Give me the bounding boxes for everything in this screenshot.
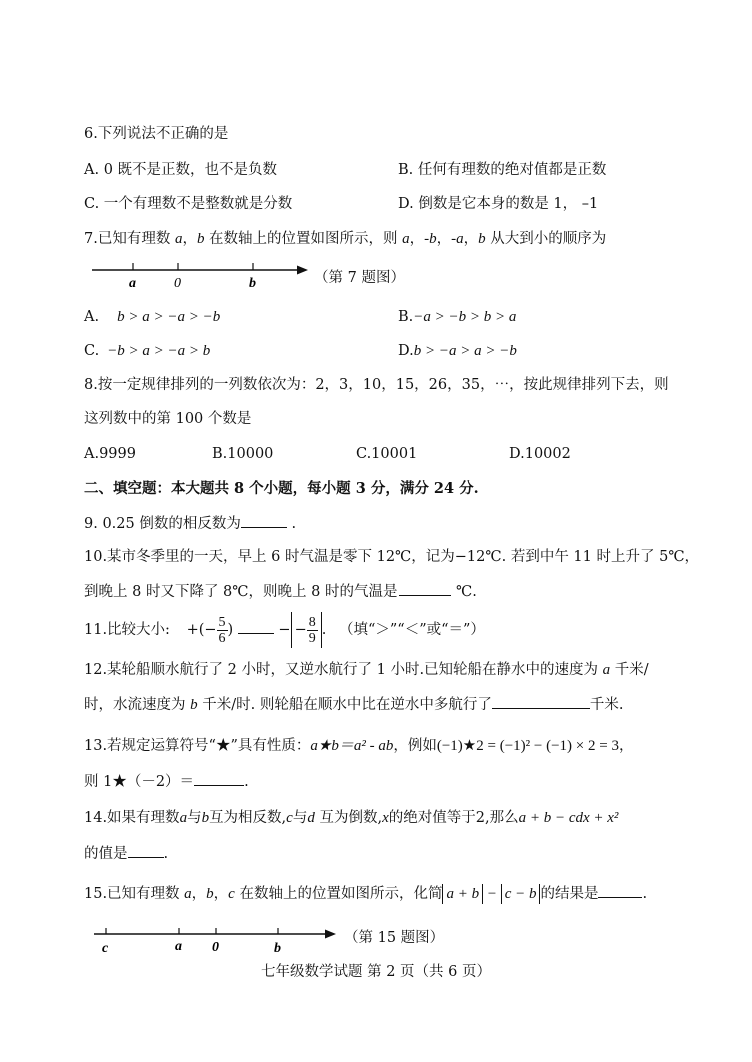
q15-label-c: c bbox=[102, 941, 109, 956]
page-footer: 七年级数学试题 第 2 页（共 6 页） bbox=[261, 964, 491, 980]
q8-option-c: C.10001 bbox=[356, 446, 418, 462]
q15-label-a: a bbox=[175, 939, 182, 954]
q15-number-line bbox=[90, 926, 346, 960]
q7-option-c: C. −b > a > −a > b bbox=[84, 343, 211, 359]
q9: 9. 0.25 倒数的相反数为 . bbox=[84, 513, 296, 534]
q9-answer-blank[interactable] bbox=[241, 513, 287, 528]
q11-fraction-5-6: $\frac{5}{6}$ bbox=[218, 614, 226, 646]
q13-line2: 则 1★（－2）＝ . bbox=[84, 771, 249, 792]
q15-axis-arrow bbox=[325, 930, 336, 939]
q6-option-d: D. 倒数是它本身的数是 1， –1 bbox=[398, 196, 599, 212]
q12-answer-blank[interactable] bbox=[492, 694, 590, 709]
q11-answer-blank[interactable] bbox=[238, 619, 274, 634]
q8-line1: 8.按一定规律排列的一列数依次为：2，3，10，15，26，35，⋯，按此规律排列下去，则 bbox=[84, 377, 669, 393]
q13-answer-blank[interactable] bbox=[194, 771, 244, 786]
q14-line1: 14.如果有理数a与b互为相反数,c与d 互为倒数,x的绝对值等于2,那么a + b − cdx + x² bbox=[84, 810, 619, 826]
q6-option-b: B. 任何有理数的绝对值都是正数 bbox=[398, 162, 607, 178]
q7-figure-caption: （第 7 题图） bbox=[314, 270, 405, 286]
q8-option-a: A.9999 bbox=[84, 446, 136, 462]
q8-option-b: B.10000 bbox=[212, 446, 274, 462]
q15-label-0: 0 bbox=[212, 940, 219, 955]
q12-line2: 时，水流速度为 b 千米/时. 则轮船在顺水中比在逆水中多航行了 千米. bbox=[84, 694, 623, 715]
q7-option-d: D.b > −a > a > −b bbox=[398, 343, 517, 359]
q7-label-0: 0 bbox=[174, 276, 181, 291]
q13-line1: 13.若规定运算符号“★”具有性质：a★b＝a² - ab，例如(−1)★2 = (−1)² − (−1) × 2 = 3， bbox=[84, 738, 634, 754]
q7-option-a: A. b > a > −a > −b bbox=[84, 309, 221, 325]
q7-label-a: a bbox=[129, 276, 136, 291]
q10-line2: 到晚上 8 时又下降了 8℃，则晚上 8 时的气温是 ℃. bbox=[84, 581, 477, 602]
q7-stem: 7.已知有理数 a，b 在数轴上的位置如图所示，则 a，-b，-a，b 从大到小的顺序为 bbox=[84, 231, 607, 247]
q15-abs-a-plus-b: a + b bbox=[442, 884, 483, 904]
q7-label-b: b bbox=[249, 276, 256, 291]
q14-answer-blank[interactable] bbox=[128, 843, 164, 858]
q15-answer-blank[interactable] bbox=[598, 883, 642, 898]
q7-option-b: B.−a > −b > b > a bbox=[398, 309, 517, 325]
q8-option-d: D.10002 bbox=[509, 446, 571, 462]
q8-line2: 这列数中的第 100 个数是 bbox=[84, 411, 252, 427]
section-2-heading: 二、填空题：本大题共 8 个小题，每小题 3 分，满分 24 分. bbox=[84, 480, 479, 497]
q7-axis-arrow bbox=[297, 266, 308, 275]
q6-option-a: A. 0 既不是正数，也不是负数 bbox=[84, 162, 278, 178]
q11-abs-value: − $\frac{8}{9}$ bbox=[291, 612, 322, 648]
q15-line1: 15.已知有理数 a，b，c 在数轴上的位置如图所示，化简 a + b − c − b 的结果是 . bbox=[84, 883, 647, 904]
q11-fraction-8-9: $\frac{8}{9}$ bbox=[308, 614, 316, 646]
q7-number-line bbox=[86, 258, 316, 294]
q15-label-b: b bbox=[274, 941, 281, 956]
q10-answer-blank[interactable] bbox=[399, 581, 451, 596]
q6-option-c: C. 一个有理数不是整数就是分数 bbox=[84, 196, 293, 212]
q12-line1: 12.某轮船顺水航行了 2 小时，又逆水航行了 1 小时.已知轮船在静水中的速度为 a 千米/ bbox=[84, 662, 649, 678]
q14-line2: 的值是 . bbox=[84, 843, 168, 864]
q11: 11.比较大小: +(− $\frac{5}{6}$ ) − − $\frac{8}{9}$ . （填“＞”“＜”或“＝”） bbox=[84, 612, 485, 648]
q6-stem: 6.下列说法不正确的是 bbox=[84, 126, 229, 142]
q10-line1: 10.某市冬季里的一天，早上 6 时气温是零下 12℃，记为−12℃. 若到中午 11 时上升了 5℃， bbox=[84, 549, 700, 565]
q15-figure-caption: （第 15 题图） bbox=[344, 930, 445, 946]
q15-abs-c-minus-b: c − b bbox=[501, 884, 541, 904]
